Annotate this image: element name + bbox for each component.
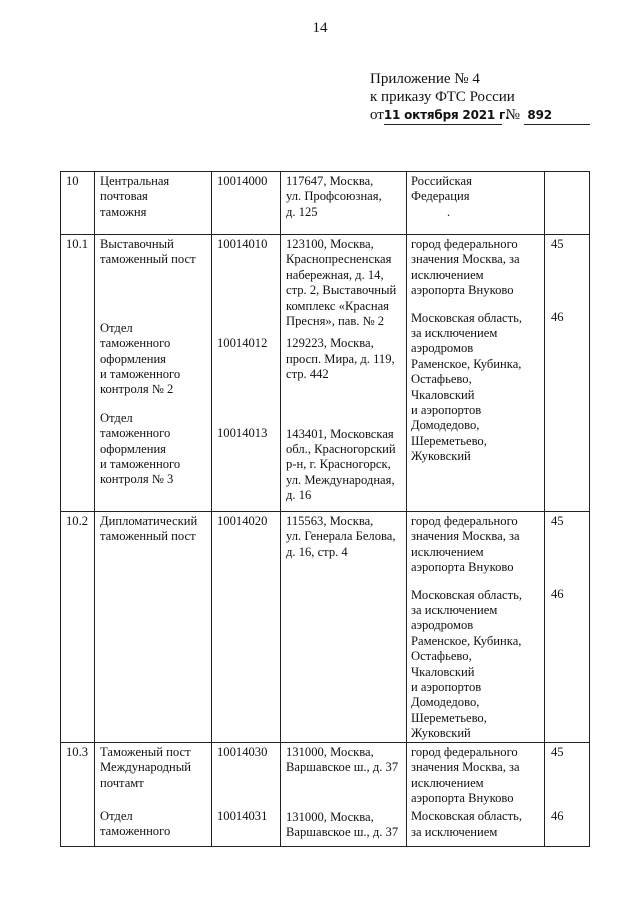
- region-code: 45: [551, 237, 564, 251]
- order-date: 11 октября 2021 г.: [383, 108, 510, 122]
- customs-address: 117647, Москва, ул. Профсоюзная, д. 125: [286, 174, 382, 219]
- table-row: [61, 512, 590, 743]
- date-prefix: от: [370, 107, 384, 123]
- region-description: город федерального значения Москва, за исключением аэропорта Внуково: [411, 237, 520, 298]
- customs-name: Отдел таможенного оформления и таможенного контроля № 2: [100, 320, 181, 397]
- region-code: 46: [551, 587, 564, 602]
- region-description: город федерального значения Москва, за исключением аэропорта Внуково: [411, 744, 520, 805]
- region-code: 45: [551, 514, 564, 528]
- customs-name: Отдел таможенного: [100, 808, 171, 839]
- row-number: 10.2: [66, 514, 89, 528]
- region-description: Московская область, за исключением аэродромов Раменское, Кубинка, Остафьево, Чкаловский и аэропортов Домодедово, Шереметьево, Жуковский: [411, 310, 523, 464]
- customs-name: Центральная почтовая таможня: [100, 174, 170, 219]
- customs-address: 143401, Московская обл., Красногорский р-н, г. Красногорск, ул. Международная, д. 16: [286, 426, 396, 503]
- appendix-order-ref: к приказу ФТС России: [370, 89, 515, 105]
- customs-address: 115563, Москва, ул. Генерала Белова, д. 16, стр. 4: [286, 514, 396, 559]
- table-row: [61, 172, 590, 235]
- page-number: 14: [312, 20, 328, 36]
- region-code: 45: [551, 744, 564, 759]
- customs-address: 129223, Москва, просп. Мира, д. 119, стр. 442: [286, 336, 395, 382]
- customs-code: 10014010: [217, 237, 268, 251]
- table-row: [61, 742, 590, 846]
- ink-mark: .: [447, 204, 451, 219]
- region-description: Российская Федерация: [411, 174, 472, 204]
- customs-name: Дипломатический таможенный пост: [100, 514, 198, 544]
- row-number: 10.1: [66, 237, 89, 251]
- region-description: Московская область, за исключением: [411, 809, 523, 839]
- customs-name: Отдел таможенного оформления и таможенного контроля № 3: [100, 410, 181, 487]
- customs-address: 123100, Москва, Краснопресненская набережная, д. 14, стр. 2, Выставочный комплекс «Красная Пресня», пав. № 2: [286, 237, 397, 329]
- customs-name: Таможеный пост Международный почтамт: [100, 744, 191, 790]
- customs-name: Выставочный таможенный пост: [100, 237, 196, 267]
- appendix-title: Приложение № 4: [370, 71, 480, 87]
- customs-code: 10014031: [217, 809, 268, 824]
- customs-code: 10014020: [217, 514, 268, 528]
- region-code: 46: [551, 310, 564, 325]
- customs-address: 131000, Москва, Варшавское ш., д. 37: [286, 744, 399, 775]
- order-number: 892: [527, 108, 552, 122]
- appendix-date-line: [370, 106, 590, 125]
- customs-code: 10014013: [217, 425, 268, 440]
- customs-code: 10014000: [217, 174, 268, 188]
- customs-code: 10014012: [217, 336, 268, 351]
- customs-table: [60, 171, 590, 847]
- row-number: 10: [66, 174, 79, 188]
- region-description: город федерального значения Москва, за исключением аэропорта Внуково: [411, 514, 520, 575]
- customs-address: 131000, Москва, Варшавское ш., д. 37: [286, 809, 399, 839]
- customs-code: 10014030: [217, 744, 268, 759]
- row-number: 10.3: [66, 744, 89, 759]
- region-description: Московская область, за исключением аэродромов Раменское, Кубинка, Остафьево, Чкаловский и аэропортов Домодедово, Шереметьево, Жуковский: [411, 587, 523, 741]
- region-code: 46: [551, 809, 564, 824]
- appendix-header: [370, 70, 590, 125]
- table-row: [61, 235, 590, 512]
- number-label: №: [505, 107, 520, 123]
